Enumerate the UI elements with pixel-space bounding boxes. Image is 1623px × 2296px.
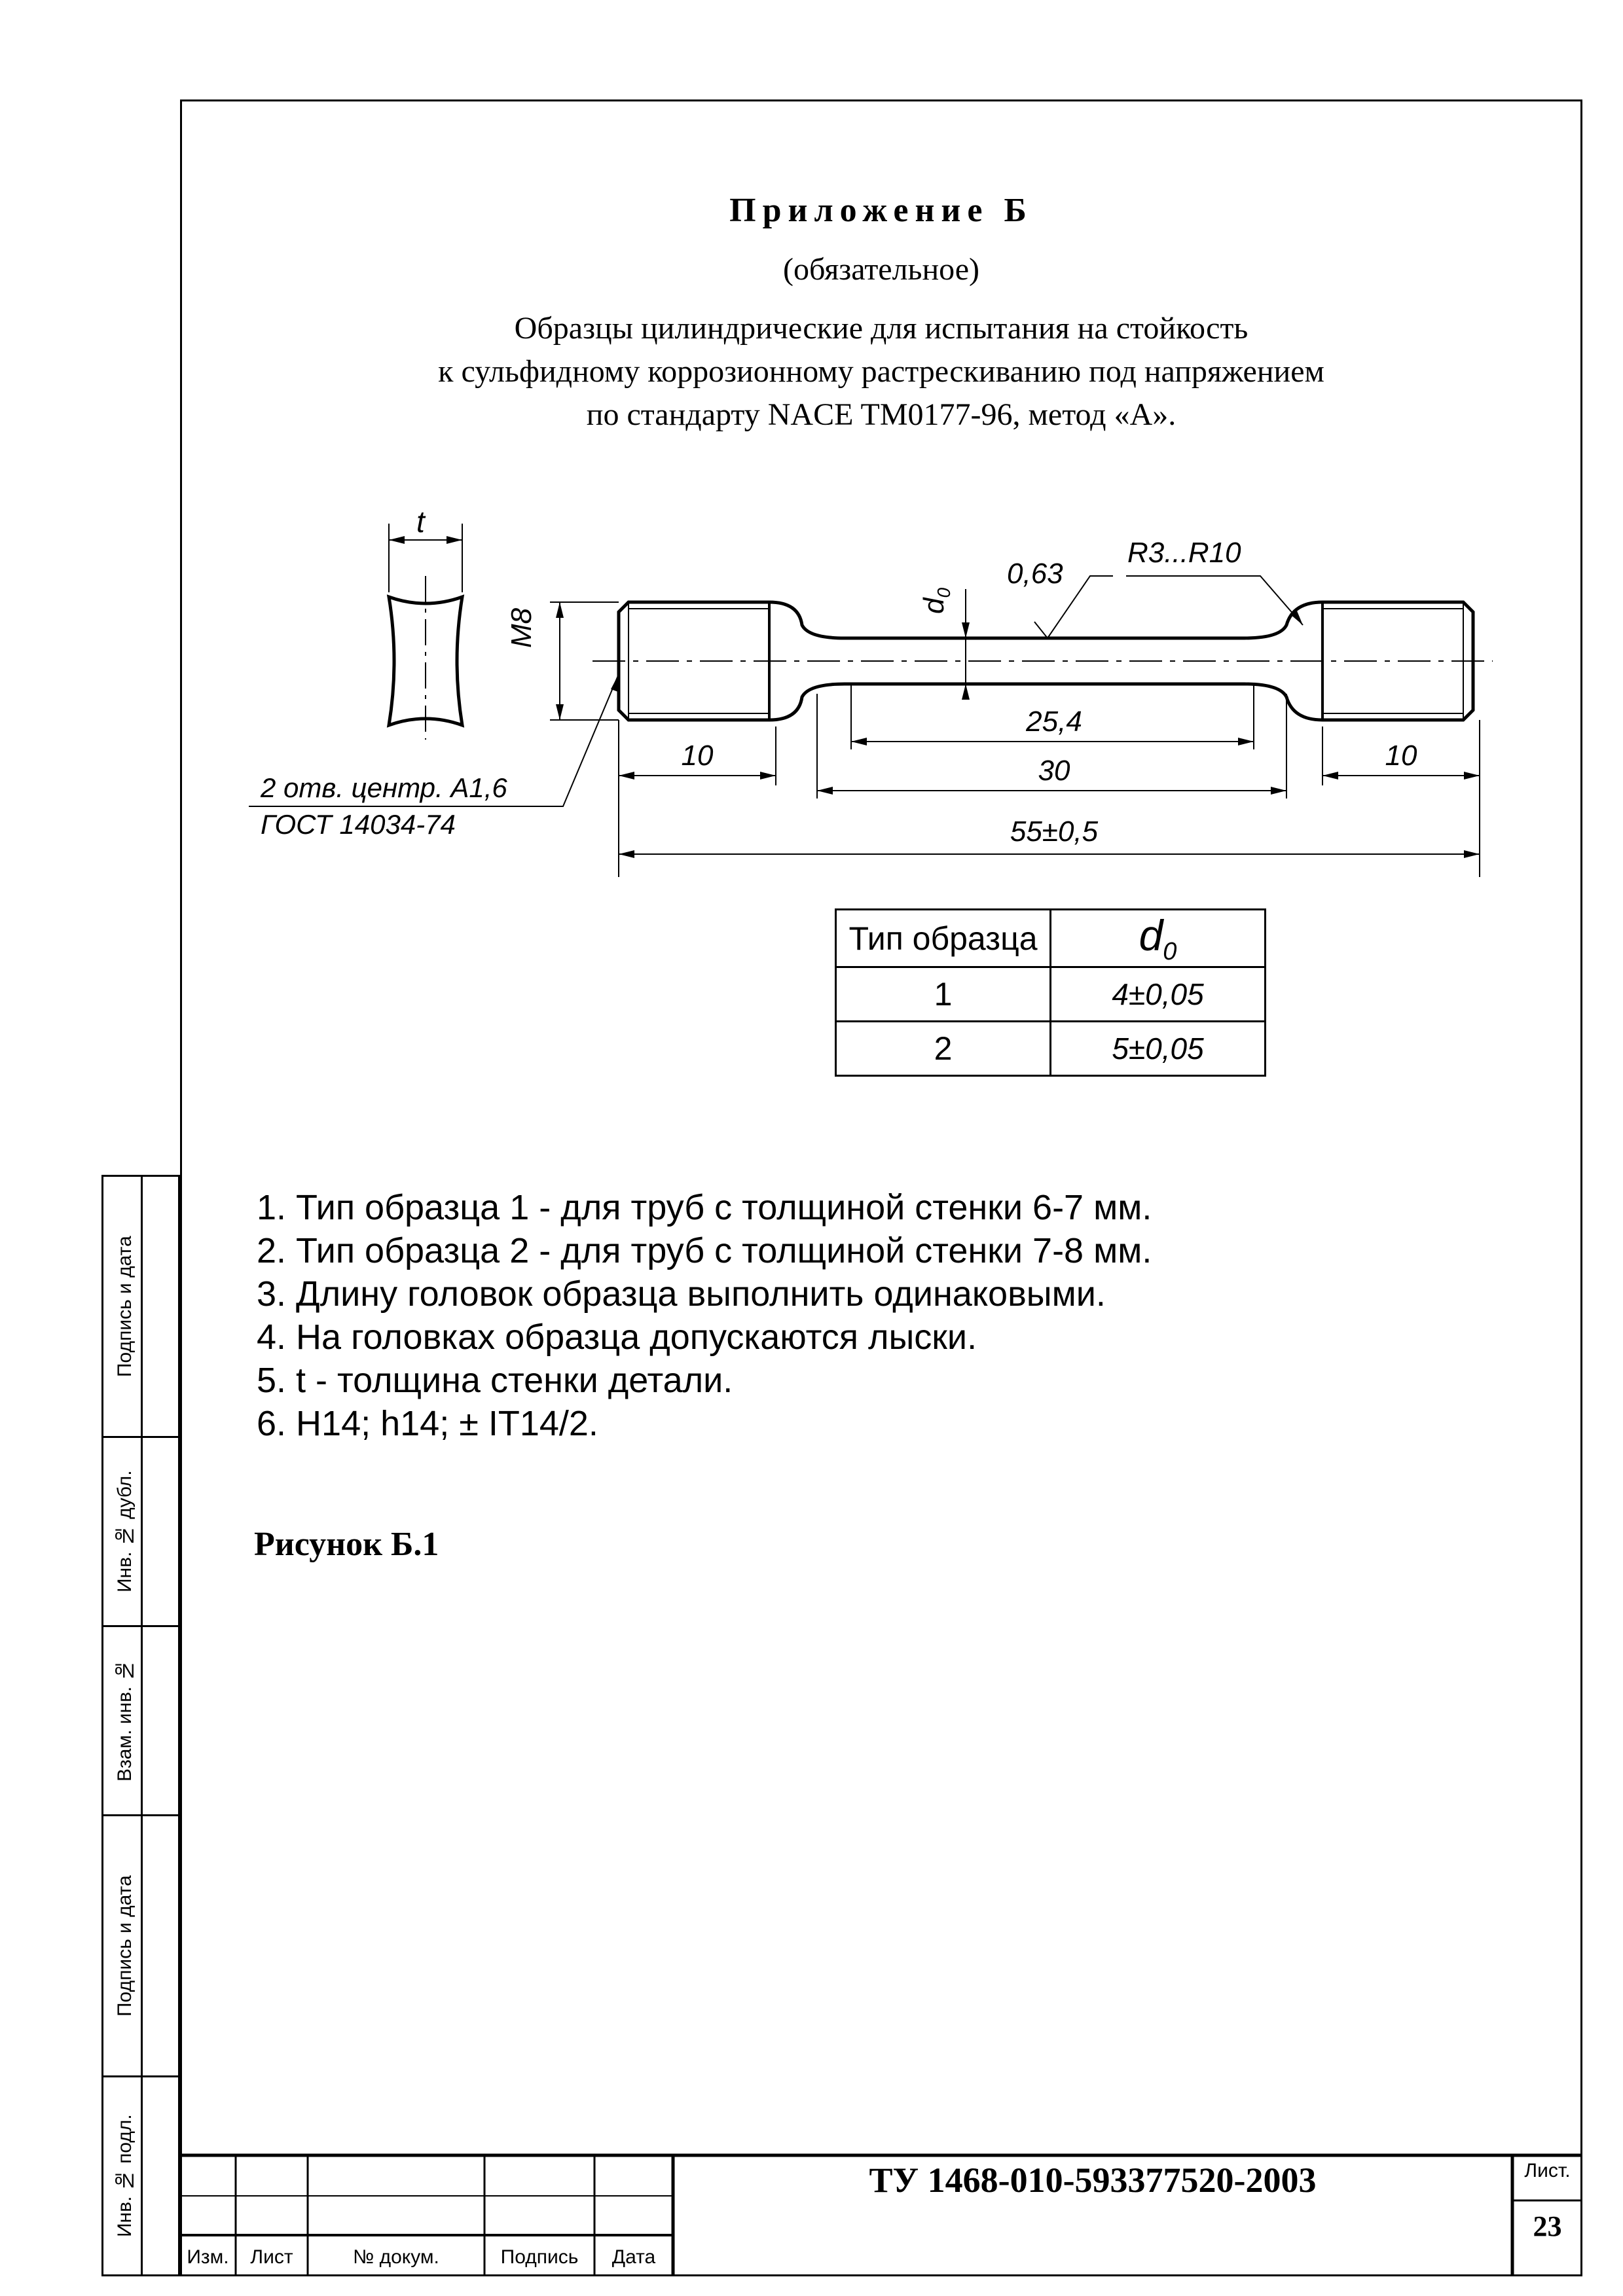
note-item: 3. Длину головок образца выполнить одинаковыми. (257, 1274, 1106, 1314)
appendix-description-line-1: Образцы цилиндрические для испытания на стойкость (514, 311, 1249, 346)
table-row (836, 967, 1266, 1022)
centre-hole-note-line-1: 2 отв. центр. А1,6 (261, 772, 507, 803)
specimen-drawing (0, 0, 1623, 916)
column-sheet: Лист (250, 2246, 293, 2268)
figure-caption: Рисунок Б.1 (254, 1526, 439, 1563)
dimension-reduced-length: 30 (1038, 755, 1070, 787)
thread-label: M8 (505, 607, 538, 648)
appendix-description-line-2: к сульфидному коррозионному растрескиванию под напряжением (438, 354, 1324, 389)
column-signature: Подпись (500, 2246, 579, 2268)
notes-list (257, 1186, 1152, 1445)
dimension-gauge-length: 25,4 (1026, 706, 1082, 738)
table-header-d0: $d_0$ (1051, 910, 1266, 967)
note-item: 1. Тип образца 1 - для труб с толщиной стенки 6-7 мм. (257, 1188, 1152, 1227)
specimen-type-table (835, 908, 1266, 1077)
appendix-description-line-3: по стандарту NACE TM0177-96, метод «А». (586, 397, 1176, 432)
side-field-label: Инв. № подл. (114, 2114, 136, 2238)
table-cell-type: 1 (836, 967, 1051, 1022)
note-item: 6. H14; h14; ± IT14/2. (257, 1404, 598, 1443)
side-field-label: Подпись и дата (114, 1875, 136, 2017)
side-field-signature-date-1 (101, 1175, 180, 1438)
table-header-type: Тип образца (836, 910, 1051, 967)
table-cell-d0: 4±0,05 (1051, 967, 1266, 1022)
diameter-label: $d_0$ (918, 587, 954, 614)
side-field-replace-inventory (101, 1625, 180, 1816)
table-header-row (836, 910, 1266, 967)
side-field-label: Инв. № дубл. (114, 1470, 136, 1593)
document-number: ТУ 1468-010-593377520-2003 (869, 2161, 1317, 2200)
roughness-label: 0,63 (1007, 558, 1063, 590)
section-thickness-label: t (416, 505, 425, 539)
sheet-number: 23 (1533, 2210, 1562, 2242)
sheet-label: Лист. (1524, 2160, 1571, 2181)
note-item: 5. t - толщина стенки детали. (257, 1361, 733, 1400)
note-item: 4. На головках образца допускаются лыски. (257, 1318, 977, 1357)
table-row (836, 1022, 1266, 1076)
note-item: 2. Тип образца 2 - для труб с толщиной стенки 7-8 мм. (257, 1231, 1152, 1270)
column-date: Дата (611, 2246, 656, 2268)
dimension-total-length: 55±0,5 (1010, 816, 1099, 848)
column-document-number: № докум. (353, 2246, 439, 2268)
table-cell-d0: 5±0,05 (1051, 1022, 1266, 1076)
centre-hole-note-line-2: ГОСТ 14034-74 (261, 809, 456, 840)
dimension-left-head: 10 (681, 740, 714, 772)
appendix-title: Приложение Б (729, 192, 1033, 229)
table-cell-type: 2 (836, 1022, 1051, 1076)
side-field-label: Взам. инв. № (114, 1659, 136, 1782)
appendix-subtitle: (обязательное) (783, 252, 979, 287)
column-change: Изм. (187, 2246, 229, 2268)
dimension-right-head: 10 (1385, 740, 1417, 772)
side-field-dup-inventory (101, 1436, 180, 1627)
radius-label: R3...R10 (1127, 537, 1241, 569)
side-field-label: Подпись и дата (114, 1236, 136, 1377)
side-field-signature-date-2 (101, 1814, 180, 2077)
